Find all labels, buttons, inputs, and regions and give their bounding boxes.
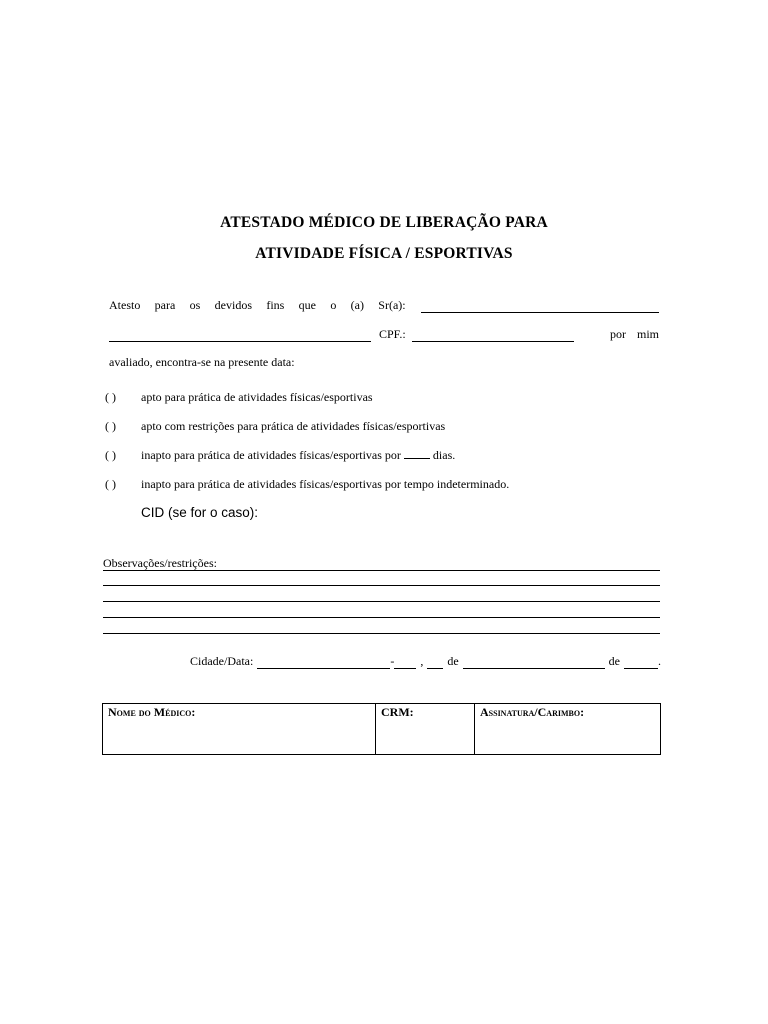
intro-word: por [609, 327, 626, 341]
option-text: apto para prática de atividades físicas/esportivas [141, 390, 373, 404]
option-text: apto com restrições para prática de atividades físicas/esportivas [141, 419, 446, 433]
document-title-line2: ATIVIDADE FÍSICA / ESPORTIVAS [255, 245, 513, 262]
observations-line[interactable] [103, 617, 660, 618]
crm-label: CRM: [381, 705, 414, 719]
intro-word: que [298, 298, 316, 312]
intro-word: para [154, 298, 176, 312]
year-blank-line[interactable] [624, 657, 658, 669]
option-checkbox[interactable]: ( ) [105, 419, 116, 433]
cid-label: CID (se for o caso): [141, 505, 259, 520]
signature-cell[interactable] [475, 704, 661, 755]
option-text: inapto para prática de atividades físicas/esportivas por tempo indeterminado. [141, 477, 510, 491]
intro-word: (a) [350, 298, 364, 312]
document-title-line1: ATESTADO MÉDICO DE LIBERAÇÃO PARA [220, 214, 548, 231]
month-blank-line[interactable] [463, 657, 605, 669]
intro-word: mim [636, 327, 659, 341]
cpf-label: CPF.: [379, 327, 406, 341]
intro-word: os [189, 298, 201, 312]
cpf-blank-line[interactable] [412, 329, 574, 342]
date-end: . [657, 654, 661, 668]
date-comma: , [420, 654, 424, 668]
city-date-line [190, 654, 661, 669]
intro-word: devidos [214, 298, 252, 312]
intro-line-1 [109, 298, 659, 313]
intro-line-2 [109, 327, 659, 342]
option-apto [105, 390, 373, 405]
date-dash: - [390, 654, 395, 668]
city-blank-line[interactable] [257, 657, 390, 669]
intro-word: o [330, 298, 337, 312]
option-inapto-indeterminado [105, 477, 509, 492]
doctor-name-cell[interactable] [103, 704, 376, 755]
days-blank-line[interactable] [404, 448, 430, 459]
date-de: de [608, 654, 620, 668]
observations-line[interactable] [103, 633, 660, 634]
option-text: inapto para prática de atividades físicas/esportivas por [141, 448, 401, 462]
intro-word: fins [266, 298, 285, 312]
option-checkbox[interactable]: ( ) [105, 390, 116, 404]
intro-word: Atesto [109, 298, 141, 312]
signature-table [102, 703, 661, 755]
day-blank-line[interactable] [427, 657, 443, 669]
doctor-name-label: Nome do Médico: [108, 705, 196, 719]
intro-word-sra: Sr(a): [378, 298, 406, 312]
observations-line[interactable] [103, 570, 660, 571]
observations-line[interactable] [103, 601, 660, 602]
intro-line-3: avaliado, encontra-se na presente data: [109, 355, 295, 369]
observations-label: Observações/restrições: [103, 556, 217, 570]
option-text-suffix: dias. [432, 448, 456, 462]
name-blank-line-continued[interactable] [109, 329, 371, 342]
state-blank-line[interactable] [394, 657, 416, 669]
option-inapto-dias [105, 448, 455, 463]
date-de: de [447, 654, 459, 668]
city-date-label: Cidade/Data: [190, 654, 254, 668]
option-checkbox[interactable]: ( ) [105, 477, 116, 491]
option-checkbox[interactable]: ( ) [105, 448, 116, 462]
crm-cell[interactable] [376, 704, 475, 755]
observations-line[interactable] [103, 585, 660, 586]
option-apto-restricoes [105, 419, 445, 434]
name-blank-line[interactable] [421, 300, 659, 313]
signature-label: Assinatura/Carimbo: [480, 705, 585, 719]
